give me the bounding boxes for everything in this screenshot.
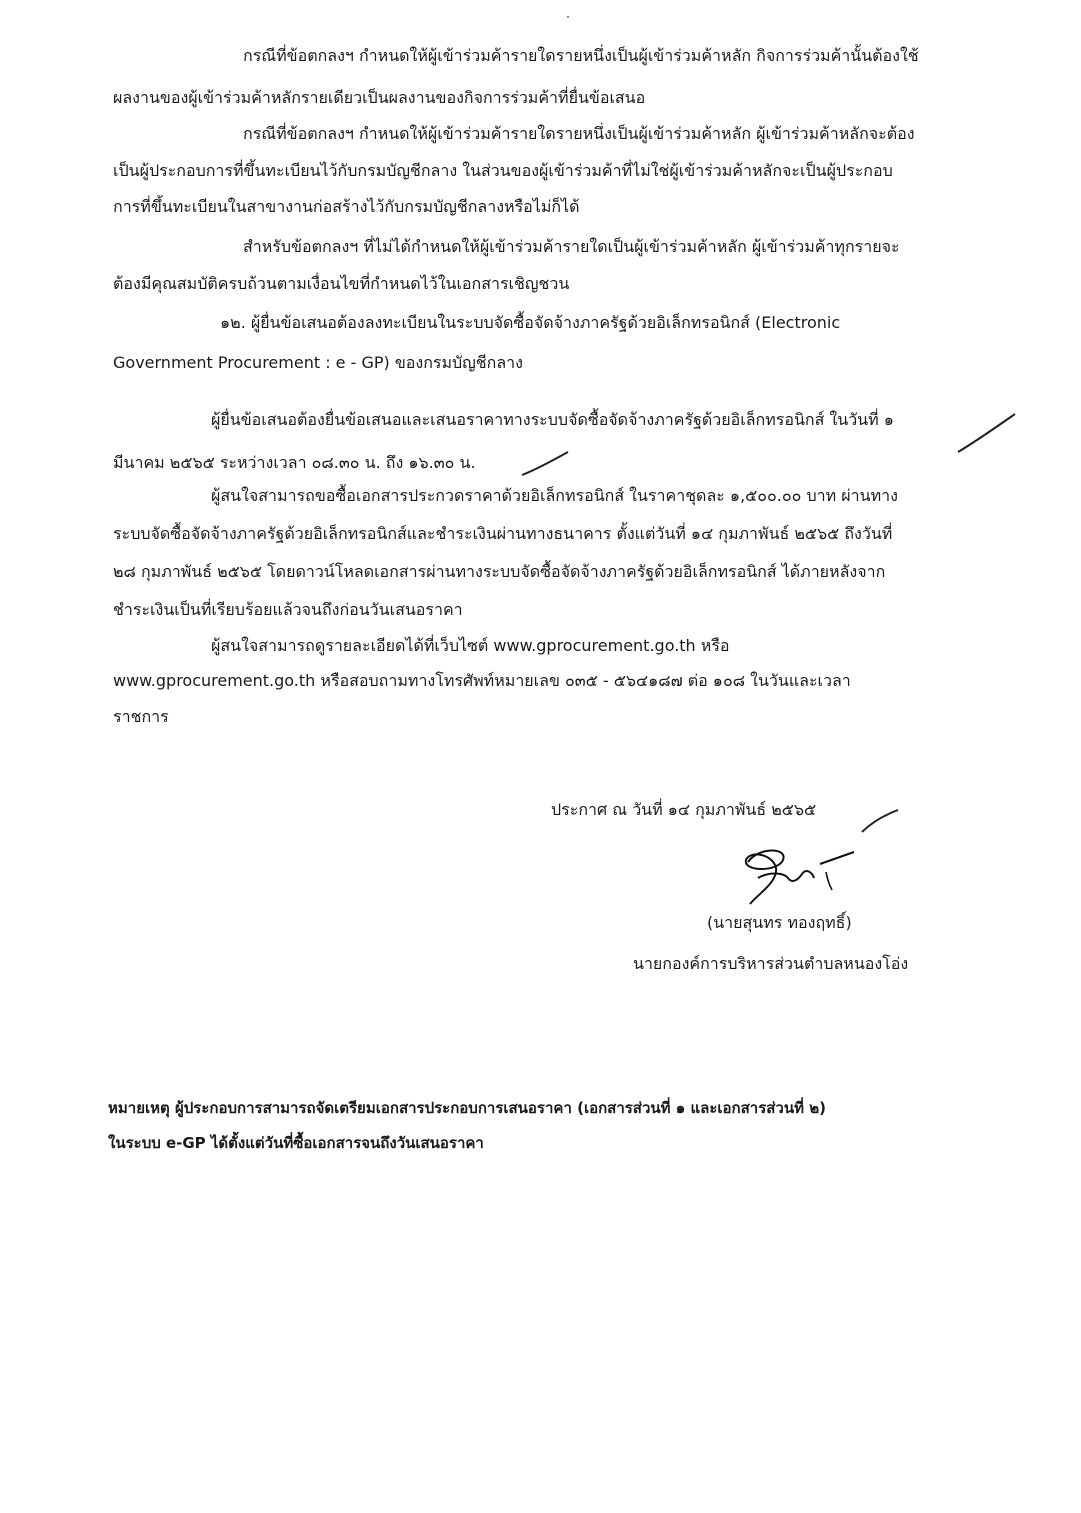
announcement-date: ประกาศ ณ วันที่ ๑๔ กุมภาพันธ์ ๒๕๖๕	[551, 800, 817, 819]
paragraph-line: สำหรับข้อตกลงฯ ที่ไม่ได้กำหนดให้ผู้เข้าร่วมค้ารายใดเป็นผู้เข้าร่วมค้าหลัก ผู้เข้าร่วมค้าทุกรายจะ	[243, 237, 900, 256]
paragraph-line: ๒๘ กุมภาพันธ์ ๒๕๖๕ โดยดาวน์โหลดเอกสารผ่านทางระบบจัดซื้อจัดจ้างภาครัฐด้วยอิเล็กทรอนิกส์ ได้ภายหลังจาก	[113, 562, 886, 581]
signer-title: นายกองค์การบริหารส่วนตำบลหนองโอ่ง	[633, 954, 909, 973]
paragraph-line: ต้องมีคุณสมบัติครบถ้วนตามเงื่อนไขที่กำหนดไว้ในเอกสารเชิญชวน	[113, 274, 570, 293]
handwritten-tick-mark	[520, 450, 570, 478]
note-line: หมายเหตุ ผู้ประกอบการสามารถจัดเตรียมเอกสารประกอบการเสนอราคา (เอกสารส่วนที่ ๑ และเอกสารส่วนที่ ๒)	[108, 1099, 826, 1117]
paragraph-line: www.gprocurement.go.th หรือสอบถามทางโทรศัพท์หมายเลข ๐๓๕ - ๕๖๔๑๘๗ ต่อ ๑๐๘ ในวันและเวลา	[113, 671, 851, 690]
paragraph-line: กรณีที่ข้อตกลงฯ กำหนดให้ผู้เข้าร่วมค้ารายใดรายหนึ่งเป็นผู้เข้าร่วมค้าหลัก ผู้เข้าร่วมค้าหลักจะต้อง	[243, 124, 915, 143]
paragraph-line: มีนาคม ๒๕๖๕ ระหว่างเวลา ๐๘.๓๐ น. ถึง ๑๖.๓๐ น.	[113, 453, 476, 472]
paragraph-line: ชำระเงินเป็นที่เรียบร้อยแล้วจนถึงก่อนวันเสนอราคา	[113, 600, 463, 619]
note-line: ในระบบ e-GP ได้ตั้งแต่วันที่ซื้อเอกสารจนถึงวันเสนอราคา	[108, 1134, 484, 1152]
paragraph-line: ราชการ	[113, 707, 169, 726]
paragraph-line: การที่ขึ้นทะเบียนในสาขางานก่อสร้างไว้กับกรมบัญชีกลางหรือไม่ก็ได้	[113, 197, 580, 216]
paragraph-line: ผู้สนใจสามารถขอซื้อเอกสารประกวดราคาด้วยอิเล็กทรอนิกส์ ในราคาชุดละ ๑,๕๐๐.๐๐ บาท ผ่านทาง	[211, 486, 898, 505]
handwritten-tick-mark	[860, 808, 900, 834]
paragraph-line: ผู้สนใจสามารถดูรายละเอียดได้ที่เว็บไซต์ www.gprocurement.go.th หรือ	[211, 636, 730, 655]
paragraph-line: Government Procurement : e - GP) ของกรมบัญชีกลาง	[113, 353, 523, 372]
paragraph-line: ๑๒. ผู้ยื่นข้อเสนอต้องลงทะเบียนในระบบจัดซื้อจัดจ้างภาครัฐด้วยอิเล็กทรอนิกส์ (Electronic	[220, 313, 841, 332]
handwritten-signature	[728, 842, 868, 912]
paragraph-line: ผลงานของผู้เข้าร่วมค้าหลักรายเดียวเป็นผลงานของกิจการร่วมค้าที่ยื่นข้อเสนอ	[113, 88, 646, 107]
paragraph-line: ผู้ยื่นข้อเสนอต้องยื่นข้อเสนอและเสนอราคาทางระบบจัดซื้อจัดจ้างภาครัฐด้วยอิเล็กทรอนิกส์ ในวันที่ ๑	[211, 410, 894, 429]
scan-speck	[567, 16, 569, 18]
signer-name: (นายสุนทร ทองฤทธิ์)	[707, 913, 852, 932]
paragraph-line: กรณีที่ข้อตกลงฯ กำหนดให้ผู้เข้าร่วมค้ารายใดรายหนึ่งเป็นผู้เข้าร่วมค้าหลัก กิจการร่วมค้านั้นต้องใช้	[243, 46, 919, 65]
handwritten-tick-mark	[955, 412, 1017, 456]
paragraph-line: เป็นผู้ประกอบการที่ขึ้นทะเบียนไว้กับกรมบัญชีกลาง ในส่วนของผู้เข้าร่วมค้าที่ไม่ใช่ผู้เข้าร่วมค้าหลักจะเป็นผู้ประกอบ	[113, 161, 893, 180]
paragraph-line: ระบบจัดซื้อจัดจ้างภาครัฐด้วยอิเล็กทรอนิกส์และชำระเงินผ่านทางธนาคาร ตั้งแต่วันที่ ๑๔ กุมภาพันธ์ ๒๕๖๕ ถึงวันที่	[113, 524, 893, 543]
